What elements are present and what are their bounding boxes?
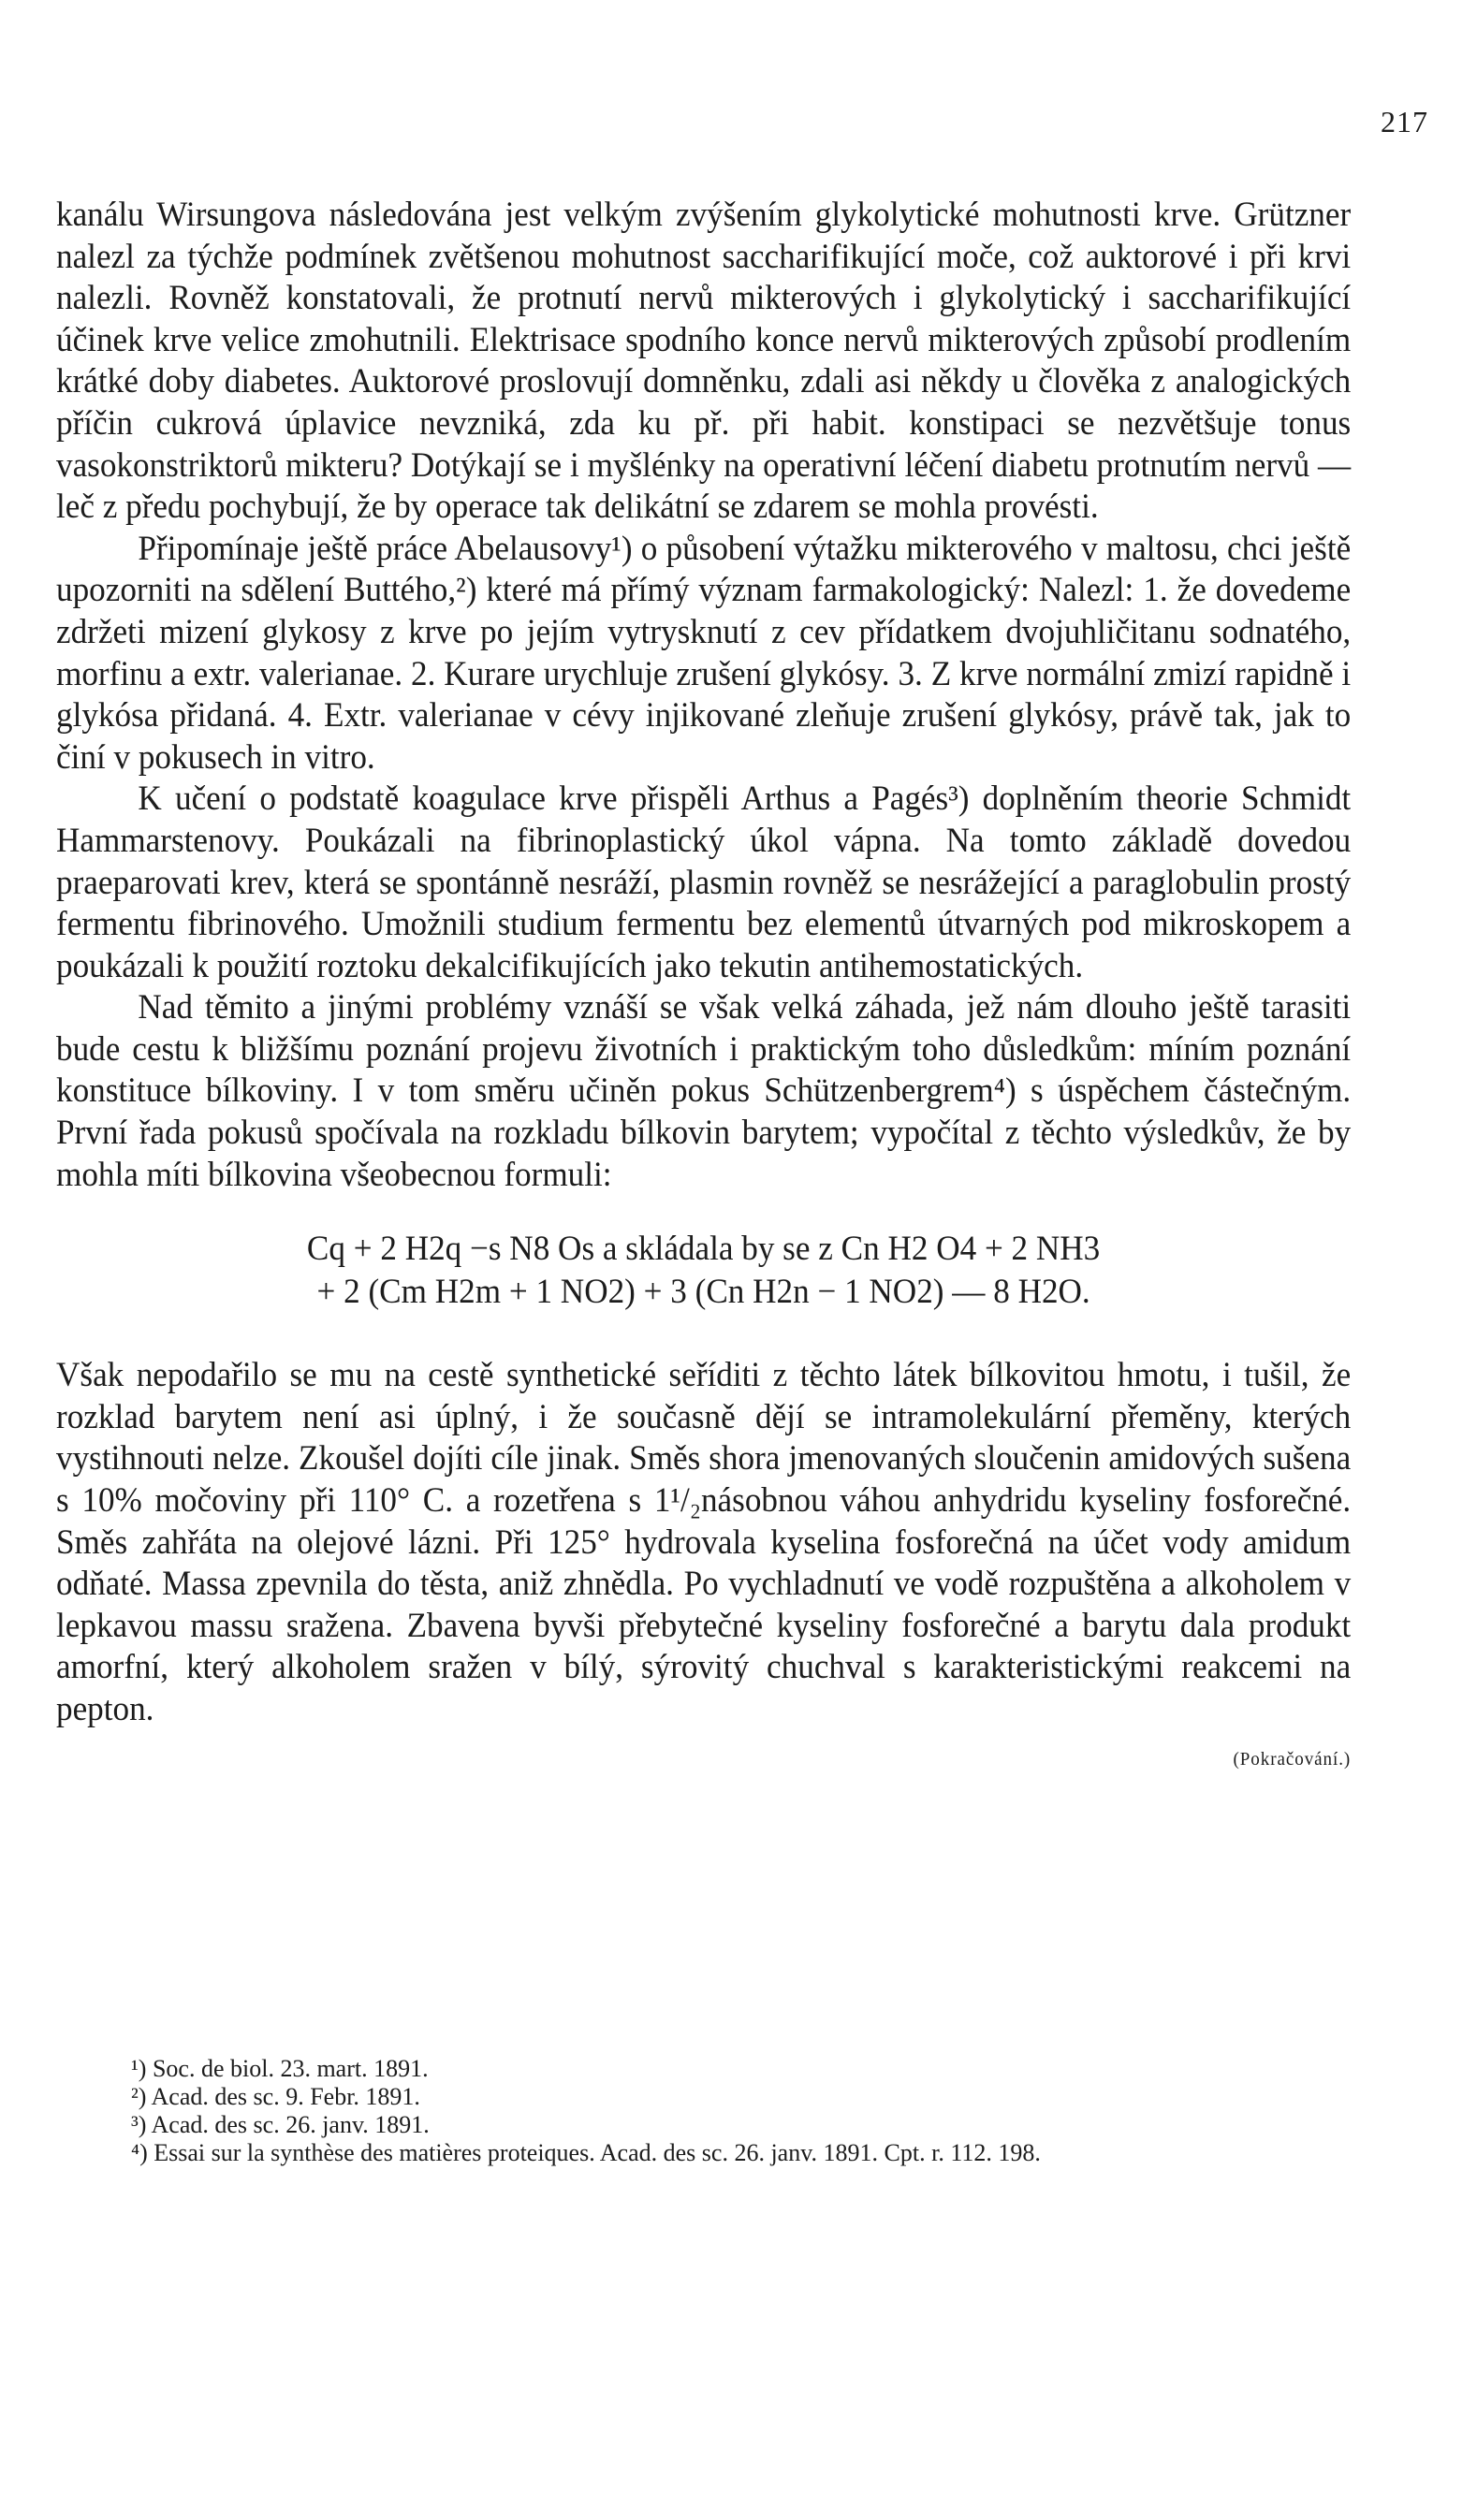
paragraph-5: Však nepodařilo se mu na cestě synthetické seříditi z těchto látek bílkovitou hmotu, i tušil, že rozklad barytem není asi úplný, i že současně dějí se intramolekulární přeměny, kterých vystihnouti nelze. Zkoušel dojíti cíle jinak. Směs shora jmenovaných sloučenin amidových sušena s 10% močoviny při 110° C. a rozetřena s 1¹/₂násobnou váhou anhydridu kyseliny fosforečné. Směs zahřáta na olejové lázni. Při 125° hydrovala kyselina fosforečná na účet vody amidum odňaté. Massa zpevnila do těsta, aniž zhnědla. Po vychladnutí ve vodě rozpuštěna a alkoholem v lepkavou massu sražena. Zbavena byvši přebytečné kyseliny fosforečné a barytu dala produkt amorfní, který alkoholem sražen v bílý, sýrovitý chuchval s karakteristickými reakcemi na pepton. <box>56 1356 1352 1728</box>
paragraph-3: K učení o podstatě koagulace krve přispěli Arthus a Pagés³) doplněním theorie Schmidt Hammarstenovy. Poukázali na fibrinoplastický úkol vápna. Na tomto základě dovedou praeparovati krev, která se spontánně nesráží, plasmin rovněž se nesrážející a paraglobulin prostý fermentu fibrinového. Umožnili studium fermentu bez elementů útvarných pod mikroskopem a poukázali k použití roztoku dekalcifikujících jako tekutin antihemostatických. <box>56 779 1352 985</box>
protein-formula <box>56 1228 1351 1314</box>
article-body <box>56 195 1351 1780</box>
paragraph-2: Připomínaje ještě práce Abelausovy¹) o působení výtažku mikterového v maltosu, chci ještě upozorniti na sdělení Buttého,²) které má přímý význam farmakologický: Nalezl: 1. že dovedeme zdržeti mizení glykosy z krve po jejím vytrysknutí z cev přídatkem dvojuhličitanu sodnatého, morfinu a extr. valerianae. 2. Kurare urychluje zrušení glykósy. 3. Z krve normální zmizí rapidně i glykósa přidaná. 4. Extr. valerianae v cévy injikované zleňuje zrušení glykósy, právě tak, jak to činí v pokusech in vitro. <box>56 529 1352 777</box>
footnote-1: ¹) Soc. de biol. 23. mart. 1891. <box>131 2055 429 2082</box>
footnote-2: ²) Acad. des sc. 9. Febr. 1891. <box>131 2083 420 2110</box>
continuation-note: (Pokračování.) <box>1233 1748 1352 1770</box>
page-number: 217 <box>1381 105 1428 138</box>
paragraph-1: kanálu Wirsungova následována jest velkým zvýšením glykolytické mohutnosti krve. Grützner nalezl za týchže podmínek zvětšenou mohutnost saccharifikující moče, což auktorové i při krvi nalezli. Rovněž konstatovali, že protnutí nervů mikterových i glykolytický i saccharifikující účinek krve velice zmohutnili. Elektrisace spodního konce nervů mikterových způsobí prodlením krátké doby diabetes. Auktorové proslovují domněnku, zdali asi někdy u člověka z analogických příčin cukrová úplavice nevzniká, zda ku př. při habit. konstipaci se nezvětšuje tonus vasokonstriktorů mikteru? Dotýkají se i myšlénky na operativní léčení diabetu protnutím nervů — leč z předu pochybují, že by operace tak delikátní se zdarem se mohla provésti. <box>56 196 1352 527</box>
footnote-4: ⁴) Essai sur la synthèse des matières proteiques. Acad. des sc. 26. janv. 1891. Cpt. r. 112. 198. <box>131 2139 1041 2166</box>
formula-line-1: Cq + 2 H2q −s N8 Os a skládala by se z Cn H2 O4 + 2 NH3 <box>306 1230 1101 1269</box>
paragraph-4: Nad těmito a jinými problémy vznáší se však velká záhada, jež nám dlouho ještě tarasiti bude cestu k bližšímu poznání projevu životních i praktickým toho důsledkům: míním poznání konstituce bílkoviny. I v tom směru učiněn pokus Schützenbergrem⁴) s úspěchem částečným. První řada pokusů spočívala na rozkladu bílkovin barytem; vypočítal z těchto výsledkův, že by mohla míti bílkovina všeobecnou formuli: <box>56 988 1352 1194</box>
footnotes <box>131 2055 1376 2167</box>
formula-line-2: + 2 (Cm H2m + 1 NO2) + 3 (Cn H2n − 1 NO2) — 8 H2O. <box>316 1273 1090 1312</box>
footnote-3: ³) Acad. des sc. 26. janv. 1891. <box>131 2111 430 2138</box>
